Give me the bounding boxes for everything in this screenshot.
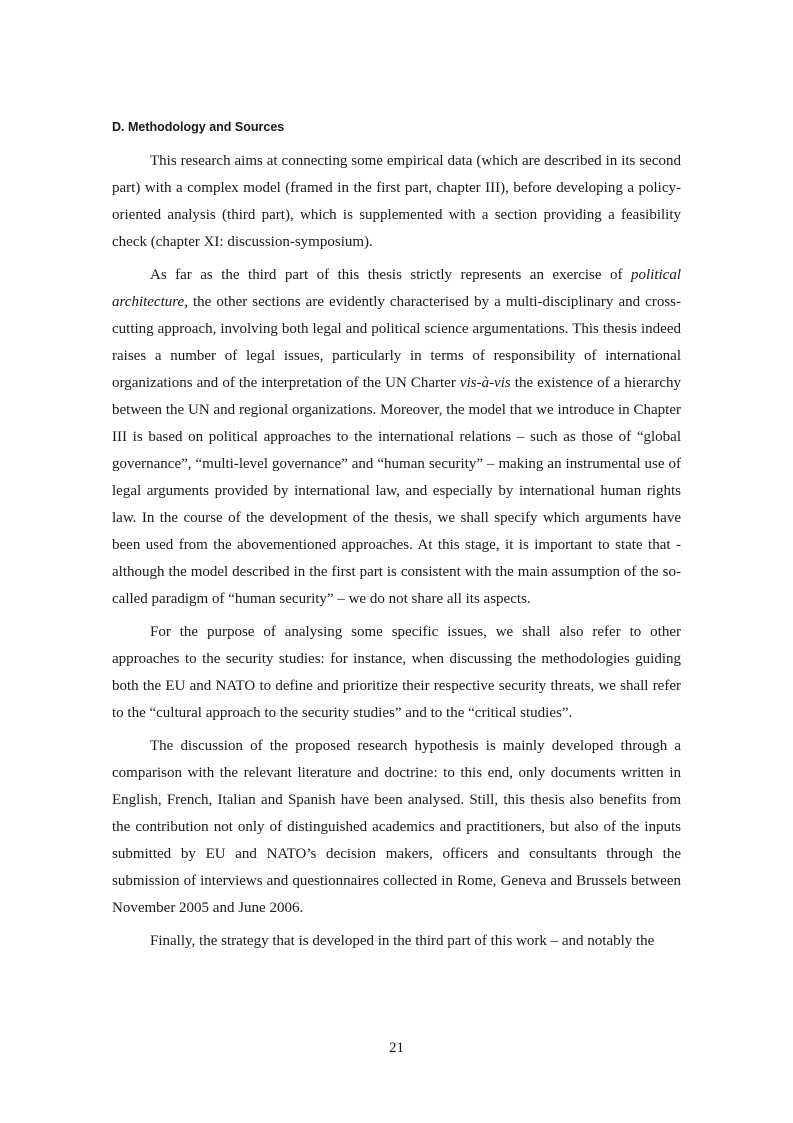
paragraph-5-text: Finally, the strategy that is developed in the third part of this work – and notably the [150, 933, 655, 949]
paragraph-1-text: This research aims at connecting some empirical data (which are described in its second part) with a complex model (framed in the first part, chapter III), before developing a policy-oriented analysis (third part), which is supplemented with a section providing a feasibility check (chapter XI: discussion-symposium). [112, 153, 681, 250]
paragraph-5 [112, 928, 681, 955]
paragraph-1 [112, 148, 681, 256]
italic-term-vis-a-vis: vis-à-vis [459, 375, 511, 391]
paragraph-2 [112, 262, 681, 613]
paragraph-4-text: The discussion of the proposed research hypothesis is mainly developed through a comparison with the relevant literature and doctrine: to this end, only documents written in English, French, Italian and Spanish have been analysed. Still, this thesis also benefits from the contribution not only of distinguished academics and practitioners, but also of the inputs submitted by EU and NATO’s decision makers, officers and consultants through the submission of interviews and questionnaires collected in Rome, Geneva and Brussels between November 2005 and June 2006. [112, 738, 681, 916]
paragraph-3-text: For the purpose of analysing some specific issues, we shall also refer to other approaches to the security studies: for instance, when discussing the methodologies guiding both the EU and NATO to define and prioritize their respective security threats, we shall refer to the “cultural approach to the security studies” and to the “critical studies”. [112, 624, 681, 721]
italic-term-political-architecture: political architecture [112, 267, 681, 310]
page-body [112, 120, 681, 961]
paragraph-3 [112, 619, 681, 727]
paragraph-2-text-b: , the other sections are evidently characterised by a multi-disciplinary and cross-cutting approach, involving both legal and political science argumentations. This thesis indeed raises a number of legal issues, particularly in terms of responsibility of international organizations and of the interpretation of the UN Charter [112, 294, 681, 391]
paragraph-2-text-a: As far as the third part of this thesis strictly represents an exercise of [150, 267, 631, 283]
section-heading: D. Methodology and Sources [112, 120, 285, 134]
paragraph-4 [112, 733, 681, 922]
page-number: 21 [389, 1040, 404, 1056]
paragraph-2-text-c: the existence of a hierarchy between the UN and regional organizations. Moreover, the model that we introduce in Chapter III is based on political approaches to the international relations – such as those of “global governance”, “multi-level governance” and “human security” – making an instrumental use of legal arguments provided by international law, and especially by international human rights law. In the course of the development of the thesis, we shall specify which arguments have been used from the abovementioned approaches. At this stage, it is important to state that -although the model described in the first part is consistent with the main assumption of the so-called paradigm of “human security” – we do not share all its aspects. [112, 375, 681, 607]
